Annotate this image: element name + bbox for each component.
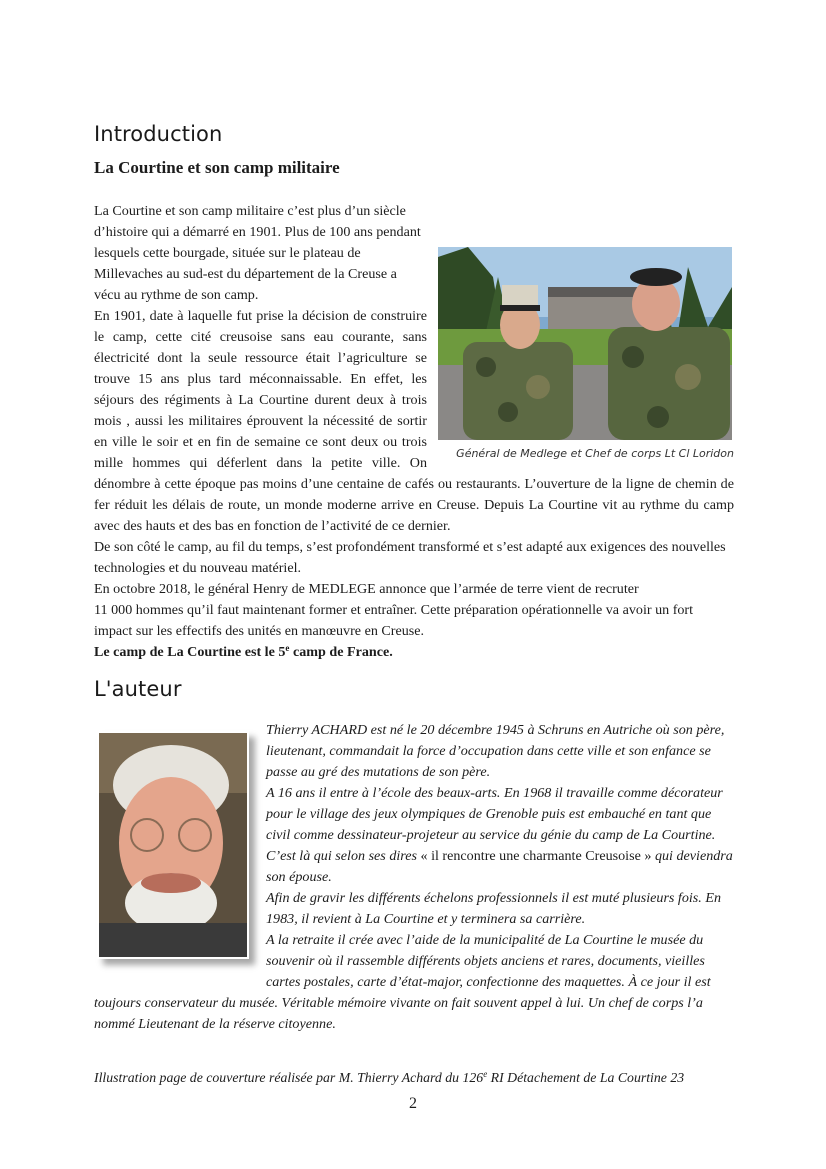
portrait-image [99, 733, 247, 957]
portrait-figure [94, 725, 266, 977]
page-number: 2 [409, 1095, 417, 1112]
photo-general-and-commander [438, 247, 732, 440]
intro-paragraph-1: La Courtine et son camp militaire c’est plus d’un siècle d’histoire qui a démarré en 1901. Plus de 100 ans pendant lesquels cette bourgade, située sur le plateau de Millevaches au sud-est du département de la Creuse a vécu au rythme de son camp. [94, 203, 421, 303]
intro-subheading: La Courtine et son camp militaire [94, 158, 340, 177]
intro-paragraph-4b: 11 000 hommes qu’il faut maintenant former et entraîner. Cette préparation opérationnelle va avoir un fort impact sur les effectifs des unités en manœuvre en Creuse. [94, 602, 694, 639]
author-paragraph-3: Afin de gravir les différents échelons professionnels il est muté plusieurs fois. En 1983, il revient à La Courtine et y terminera sa carrière. [266, 890, 721, 927]
author-portrait [97, 731, 249, 959]
intro-bold-statement: Le camp de La Courtine est le 5e camp de France. [94, 643, 393, 660]
cover-illustration-credit: Illustration page de couverture réalisée par M. Thierry Achard du 126e RI Détachement de La Courtine 23 [94, 1069, 685, 1085]
author-heading: L'auteur [94, 677, 182, 701]
author-paragraph-1: Thierry ACHARD est né le 20 décembre 1945 à Schruns en Autriche où son père, lieutenant, commandait la force d’occupation dans cette ville et son enfance se passe au gré des mutations de son père. [266, 722, 725, 780]
intro-paragraph-3: De son côté le camp, au fil du temps, s’est profondément transformé et s’est adapté aux exigences des nouvelles technologies et du nouveau matériel. [94, 539, 726, 576]
photo-image [438, 247, 732, 440]
intro-paragraph-2: En 1901, date à laquelle fut prise la décision de construire le camp, cette cité creusoise sans eau courante, sans électricité dont la seule ressource était l’agriculture se trouve 15 ans plus tard méconnaissable. En effet, les séjours des régiments à La Courtine durent deux à trois mois , aussi les militaires éprouvent la nécessité de sortir en ville le soir et en fin de semaine ce sont deux ou trois mille hommes qui déferlent dans la petite ville. On dénombre à cette époque pas moins d’une centaine de cafés ou restaurants. L’ouverture de la ligne de chemin de fer réduit les délais de route, un monde moderne arrive en Creuse. Depuis La Courtine vit au rythme du camp avec des hauts et des bas en fonction de l’activité de ce dernier. [94, 308, 734, 534]
intro-heading: Introduction [94, 122, 223, 146]
intro-body [94, 201, 734, 663]
intro-paragraph-4a: En octobre 2018, le général Henry de MEDLEGE annonce que l’armée de terre vient de recruter [94, 581, 639, 597]
author-body [94, 720, 734, 1035]
author-paragraph-2: A 16 ans il entre à l’école des beaux-arts. En 1968 il travaille comme décorateur pour le village des jeux olympiques de Grenoble puis est embauché en tant que civil comme dessinateur-projeteur au service du génie du camp de La Courtine. C’est là qui selon ses dires « il rencontre une charmante Creusoise » qui deviendra son épouse. [266, 785, 733, 885]
photo-figure [437, 247, 734, 471]
photo-caption: Général de Medlege et Chef de corps Lt Cl Loridon [456, 447, 734, 460]
author-paragraph-4: A la retraite il crée avec l’aide de la municipalité de La Courtine le musée du souvenir où il rassemble différents objets anciens et rares, documents, vieilles cartes postales, carte d’état-major, confectionne des maquettes. À ce jour il est toujours conservateur du musée. Véritable mémoire vivante on fait souvent appel à lui. Un chef de corps l’a nommé Lieutenant de la réserve citoyenne. [94, 932, 711, 1032]
